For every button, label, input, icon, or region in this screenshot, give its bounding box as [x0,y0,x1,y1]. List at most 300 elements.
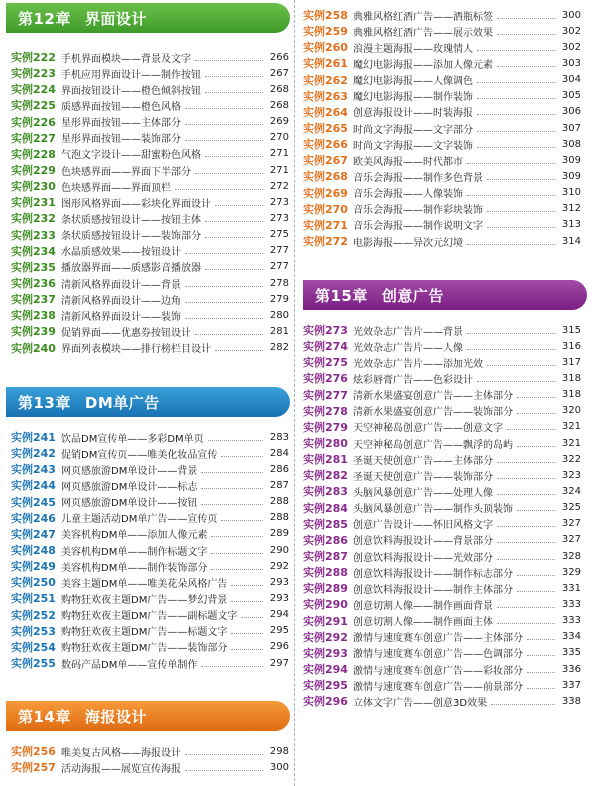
leader-dots [487,179,555,180]
page-number: 283 [269,431,289,443]
entry-title: 头脑风暴创意广告——制作头顶装饰 [353,504,513,516]
toc-entry[interactable] [11,526,289,542]
entry-title: 电影海报——异次元幻境 [353,237,463,249]
toc-entry[interactable] [303,322,581,338]
page-number: 305 [561,90,581,102]
page-number: 270 [269,132,289,144]
leader-dots [205,237,263,238]
toc-entry[interactable] [303,233,581,249]
leader-dots [467,163,555,164]
leader-dots [497,462,555,463]
entry-number: 实例259 [303,25,348,39]
entry-title: 水晶质感效果——按钮设计 [61,247,181,259]
toc-entry[interactable] [303,23,581,39]
leader-dots [477,82,555,83]
toc-entry[interactable] [303,693,581,709]
page-number: 316 [561,340,581,352]
toc-entry[interactable] [11,146,289,162]
leader-dots [467,349,555,350]
page-number: 298 [269,745,289,757]
leader-dots [185,754,263,755]
chapter-title: 创意广告 [381,286,444,305]
page-number: 278 [269,277,289,289]
leader-dots [241,617,263,618]
leader-dots [487,211,555,212]
entry-title: 欧美风海报——时代都市 [353,156,463,168]
page-number: 302 [561,41,581,53]
leader-dots [221,520,263,521]
entry-number: 实例244 [11,479,56,493]
leader-dots [487,365,555,366]
page-number: 284 [269,447,289,459]
page-number: 295 [269,625,289,637]
leader-dots [185,108,263,109]
entry-number: 实例261 [303,57,348,71]
entry-title: 条状质感按钮设计——装饰部分 [61,231,201,243]
leader-dots [517,446,555,447]
page-number: 288 [269,496,289,508]
page-number: 317 [561,356,581,368]
leader-dots [201,488,263,489]
page-number: 269 [269,116,289,128]
entry-number: 实例262 [303,73,348,87]
page-number: 337 [561,679,581,691]
page-number: 315 [561,324,581,336]
leader-dots [231,649,263,650]
leader-dots [201,666,263,667]
entry-title: 清新水果盛宴创意广告——主体部分 [353,391,513,403]
entry-title: 时尚文字海报——文字部分 [353,124,473,136]
entry-title: 创意饮料海报设计——背景部分 [353,536,493,548]
leader-dots [517,591,555,592]
entry-number: 实例238 [11,309,56,323]
entry-number: 实例248 [11,544,56,558]
toc-entry[interactable] [11,323,289,339]
page-number: 318 [561,372,581,384]
entry-number: 实例283 [303,485,348,499]
leader-dots [477,114,555,115]
toc-entry[interactable] [11,623,289,639]
toc-entry[interactable] [11,655,289,671]
page-number: 313 [561,219,581,231]
page-number: 323 [561,469,581,481]
leader-dots [205,92,263,93]
toc-entry[interactable] [11,162,289,178]
page-number: 327 [561,518,581,530]
entry-number: 实例292 [303,630,348,644]
page-number: 318 [561,389,581,401]
toc-entry[interactable] [303,7,581,23]
entry-number: 实例296 [303,695,348,709]
entry-title: 图形风格界面——彩块化界面设计 [61,198,211,210]
page-number: 333 [561,598,581,610]
entry-number: 实例257 [11,761,56,775]
toc-entry[interactable] [11,607,289,623]
chapter-number: 第12章 [18,9,71,28]
toc-entry[interactable] [303,201,581,217]
toc-entry[interactable] [11,178,289,194]
entry-title: 音乐会海报——制作彩块装饰 [353,205,483,217]
entry-number: 实例289 [303,582,348,596]
toc-entry[interactable] [11,445,289,461]
entry-title: 播放器界面——质感影音播放器 [61,263,201,275]
entry-title: 立体文字广告——创意3D效果 [353,697,488,709]
page-number: 300 [561,9,581,21]
entry-number: 实例274 [303,340,348,354]
column-divider [294,0,295,786]
entry-number: 实例241 [11,431,56,445]
entry-title: 气泡文字设计——甜蜜粉色风格 [61,150,201,162]
leader-dots [175,189,263,190]
page-number: 287 [269,479,289,491]
entry-title: 网页感旅游DM单设计——背景 [61,465,198,477]
toc-entry[interactable] [11,461,289,477]
leader-dots [205,221,263,222]
page-number: 308 [561,138,581,150]
entry-number: 实例237 [11,293,56,307]
toc-entry[interactable] [11,275,289,291]
leader-dots [517,575,555,576]
entry-title: 条状质感按钮设计——按钮主体 [61,214,201,226]
toc-entry[interactable] [303,39,581,55]
leader-dots [507,429,555,430]
entry-number: 实例249 [11,560,56,574]
toc-list-ch14-left [11,743,289,775]
page-number: 288 [269,512,289,524]
page-number: 304 [561,74,581,86]
leader-dots [477,381,555,382]
toc-entry[interactable] [11,307,289,323]
toc-entry[interactable] [11,194,289,210]
leader-dots [491,704,555,705]
toc-entry[interactable] [303,152,581,168]
page-number: 325 [561,502,581,514]
page-number: 271 [269,148,289,160]
entry-title: 创意饮料海报设计——制作标志部分 [353,568,513,580]
toc-entry[interactable] [303,483,581,499]
entry-number: 实例273 [303,324,348,338]
toc-entry[interactable] [303,120,581,136]
toc-entry[interactable] [303,419,581,435]
entry-title: 创意切割人像——制作画面背景 [353,600,493,612]
toc-entry[interactable] [11,114,289,130]
toc-entry[interactable] [303,370,581,386]
entry-number: 实例224 [11,83,56,97]
toc-entry[interactable] [303,185,581,201]
toc-entry[interactable] [11,130,289,146]
toc-entry[interactable] [11,291,289,307]
entry-title: 数码产品DM单——宣传单制作 [61,659,198,671]
leader-dots [497,526,555,527]
toc-entry[interactable] [303,403,581,419]
toc-entry[interactable] [303,354,581,370]
toc-entry[interactable] [303,564,581,580]
entry-number: 实例243 [11,463,56,477]
toc-entry[interactable] [303,338,581,354]
entry-title: 界面按钮设计——橙色倾斜按钮 [61,85,201,97]
toc-entry[interactable] [303,104,581,120]
leader-dots [195,173,263,174]
toc-entry[interactable] [303,629,581,645]
entry-number: 实例282 [303,469,348,483]
entry-title: 天空神秘岛创意广告——创意文字 [353,423,503,435]
entry-number: 实例233 [11,228,56,242]
page-number: 273 [269,196,289,208]
toc-entry[interactable] [303,136,581,152]
toc-entry[interactable] [11,243,289,259]
leader-dots [497,494,555,495]
toc-entry[interactable] [11,340,289,356]
entry-number: 实例264 [303,105,348,119]
entry-number: 实例270 [303,202,348,216]
entry-title: 光效杂志广告片——背景 [353,326,463,338]
toc-entry[interactable] [11,477,289,493]
entry-number: 实例246 [11,511,56,525]
entry-title: 色块感界面——界面下半部分 [61,166,191,178]
entry-number: 实例247 [11,527,56,541]
page-number: 328 [561,550,581,562]
page-number: 279 [269,293,289,305]
entry-title: 购物狂欢夜主题DM广告——装饰部分 [61,643,228,655]
entry-number: 实例278 [303,404,348,418]
entry-number: 实例240 [11,341,56,355]
leader-dots [211,536,263,537]
toc-entry[interactable] [303,467,581,483]
entry-number: 实例269 [303,186,348,200]
entry-title: 圣诞天使创意广告——主体部分 [353,455,493,467]
page-number: 268 [269,99,289,111]
entry-number: 实例291 [303,614,348,628]
entry-title: 手机应用界面设计——制作按钮 [61,69,201,81]
toc-entry[interactable] [11,510,289,526]
entry-number: 实例242 [11,447,56,461]
leader-dots [527,688,555,689]
toc-entry[interactable] [11,759,289,775]
entry-number: 实例256 [11,745,56,759]
toc-entry[interactable] [303,645,581,661]
page-number: 272 [269,180,289,192]
toc-entry[interactable] [303,72,581,88]
page-number: 290 [269,544,289,556]
toc-list-ch14-right [303,7,581,249]
entry-number: 实例280 [303,437,348,451]
leader-dots [205,76,263,77]
entry-number: 实例288 [303,566,348,580]
leader-dots [467,195,555,196]
page-number: 334 [561,631,581,643]
leader-dots [477,147,555,148]
entry-number: 实例277 [303,388,348,402]
page-number: 293 [269,592,289,604]
entry-title: 购物狂欢夜主题DM广告——副标题文字 [61,611,238,623]
leader-dots [211,553,263,554]
entry-title: 魔幻电影海报——制作装饰 [353,92,473,104]
page-number: 286 [269,463,289,475]
toc-entry[interactable] [303,661,581,677]
toc-entry[interactable] [303,217,581,233]
entry-title: 创意切割人像——制作画面主体 [353,617,493,629]
chapter-title: DM单广告 [84,393,160,412]
toc-entry[interactable] [11,259,289,275]
leader-dots [467,333,555,334]
entry-title: 激情与速度赛车创意广告——彩妆部分 [353,665,523,677]
entry-number: 实例281 [303,453,348,467]
entry-title: 头脑风暴创意广告——处理人像 [353,487,493,499]
page-number: 300 [269,761,289,773]
entry-number: 实例290 [303,598,348,612]
toc-entry[interactable] [11,574,289,590]
entry-title: 购物狂欢夜主题DM广告——梦幻背景 [61,594,228,606]
leader-dots [527,639,555,640]
leader-dots [477,131,555,132]
leader-dots [195,60,263,61]
toc-entry[interactable] [303,596,581,612]
page-number: 321 [561,437,581,449]
entry-title: 清新风格界面设计——边角 [61,295,181,307]
entry-title: 清新风格界面设计——背景 [61,279,181,291]
leader-dots [221,456,263,457]
page-number: 277 [269,245,289,257]
leader-dots [231,601,263,602]
toc-entry[interactable] [303,613,581,629]
toc-entry[interactable] [303,88,581,104]
toc-entry[interactable] [303,532,581,548]
entry-number: 实例254 [11,640,56,654]
entry-title: 光效杂志广告片——添加光效 [353,358,483,370]
toc-entry[interactable] [11,97,289,113]
entry-number: 实例229 [11,164,56,178]
leader-dots [211,569,263,570]
page-number: 294 [269,609,289,621]
toc-entry[interactable] [303,387,581,403]
entry-number: 实例230 [11,180,56,194]
leader-dots [477,50,555,51]
toc-entry[interactable] [11,210,289,226]
page-number: 324 [561,485,581,497]
toc-entry[interactable] [303,168,581,184]
entry-title: 创意饮料海报设计——制作主体部分 [353,584,513,596]
toc-entry[interactable] [11,639,289,655]
leader-dots [527,672,555,673]
entry-number: 实例287 [303,550,348,564]
entry-title: 音乐会海报——制作多色背景 [353,172,483,184]
leader-dots [231,585,263,586]
entry-title: 色块感界面——界面顶栏 [61,182,171,194]
entry-number: 实例236 [11,277,56,291]
entry-title: 时尚文字海报——文字装饰 [353,140,473,152]
page-number: 282 [269,342,289,354]
toc-entry[interactable] [303,548,581,564]
entry-number: 实例223 [11,67,56,81]
page-number: 336 [561,663,581,675]
entry-title: 美容机构DM单——制作装饰部分 [61,562,208,574]
toc-entry[interactable] [11,65,289,81]
toc-entry[interactable] [303,55,581,71]
toc-entry[interactable] [11,429,289,445]
toc-entry[interactable] [11,227,289,243]
entry-title: 创意广告设计——怀旧风格文字 [353,520,493,532]
page-number: 314 [561,235,581,247]
chapter-14-banner [6,701,290,731]
page-number: 309 [561,170,581,182]
entry-number: 实例279 [303,420,348,434]
toc-entry[interactable] [303,435,581,451]
entry-number: 实例222 [11,51,56,65]
entry-number: 实例227 [11,131,56,145]
leader-dots [477,98,555,99]
page-number: 273 [269,212,289,224]
entry-title: 饮品DM宣传单——多彩DM单页 [61,433,204,445]
toc-entry[interactable] [303,677,581,693]
toc-entry[interactable] [11,494,289,510]
toc-entry[interactable] [303,500,581,516]
entry-title: 魔幻电影海报——添加人像元素 [353,59,493,71]
entry-number: 实例293 [303,646,348,660]
entry-number: 实例275 [303,356,348,370]
page-number: 322 [561,453,581,465]
leader-dots [215,205,263,206]
entry-number: 实例228 [11,147,56,161]
entry-title: 圣诞天使创意广告——装饰部分 [353,471,493,483]
entry-number: 实例284 [303,501,348,515]
toc-list-ch13 [11,429,289,671]
entry-title: 清新风格界面设计——装饰 [61,311,181,323]
entry-title: 星形界面按钮——装饰部分 [61,134,181,146]
page-number: 281 [269,325,289,337]
entry-number: 实例268 [303,170,348,184]
toc-entry[interactable] [11,49,289,65]
entry-title: 炫彩唇膏广告——色彩设计 [353,374,473,386]
page-number: 309 [561,154,581,166]
leader-dots [497,607,555,608]
toc-entry[interactable] [303,580,581,596]
chapter-number: 第15章 [315,286,368,305]
entry-number: 实例255 [11,657,56,671]
leader-dots [201,504,263,505]
entry-title: 典雅风格红酒广告——展示效果 [353,27,493,39]
page-number: 303 [561,57,581,69]
toc-entry[interactable] [303,516,581,532]
toc-entry[interactable] [11,542,289,558]
page-number: 268 [269,83,289,95]
leader-dots [185,140,263,141]
entry-title: 美容机构DM单——制作标题文字 [61,546,208,558]
chapter-number: 第14章 [18,707,71,726]
toc-entry[interactable] [11,590,289,606]
entry-number: 实例245 [11,495,56,509]
leader-dots [487,227,555,228]
page-number: 307 [561,122,581,134]
entry-number: 实例235 [11,260,56,274]
toc-entry[interactable] [11,81,289,97]
leader-dots [497,18,555,19]
page-number: 335 [561,647,581,659]
entry-number: 实例231 [11,196,56,210]
page-number: 320 [561,405,581,417]
page-number: 292 [269,560,289,572]
chapter-title: 海报设计 [84,707,147,726]
page-number: 306 [561,106,581,118]
page-number: 312 [561,203,581,215]
toc-entry[interactable] [11,558,289,574]
entry-title: 星形界面按钮——主体部分 [61,118,181,130]
entry-number: 实例276 [303,372,348,386]
toc-entry[interactable] [303,451,581,467]
toc-entry[interactable] [11,743,289,759]
entry-title: 手机界面模块——背景及文字 [61,53,191,65]
entry-number: 实例225 [11,99,56,113]
page-number: 302 [561,25,581,37]
